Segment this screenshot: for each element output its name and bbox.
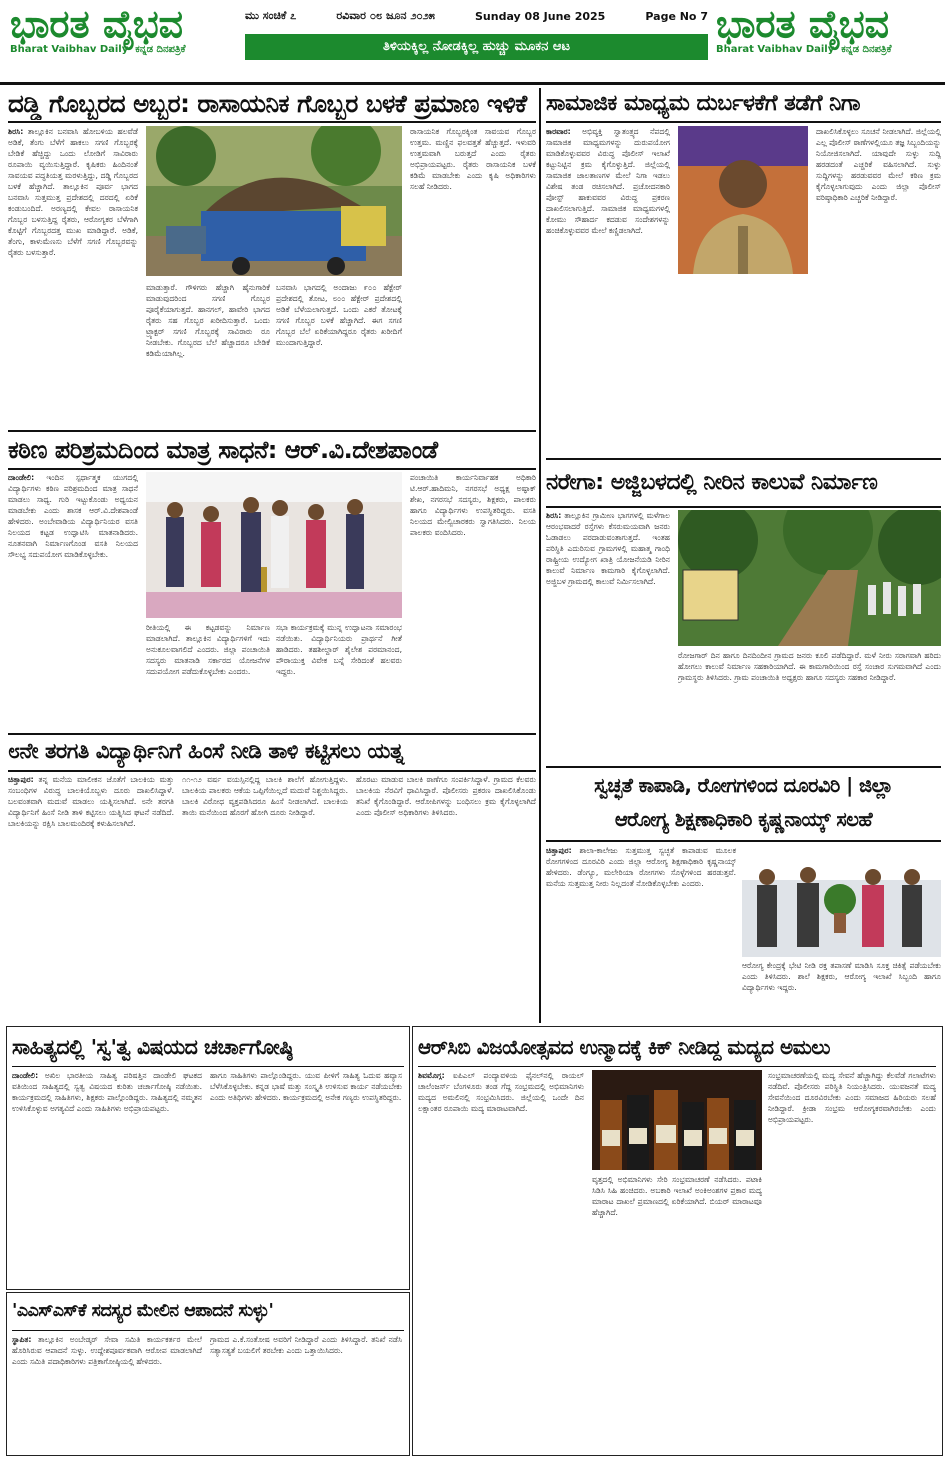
logo-title: ಭಾರತ ವೈಭವ [10, 1, 184, 46]
article-body: ಸಭಾ ಕಾರ್ಯಕ್ರಮಕ್ಕೆ ಮುನ್ನ ಉದ್ಘಾಟನಾ ಸಮಾರಂಭ ನಡೆಯಿತು. ವಿದ್ಯಾರ್ಥಿನಿಯರು ಪ್ರಾರ್ಥನೆ ಗೀತೆ ಹಾಡಿದರು. ತಹಶೀಲ್ದಾರ್ ಶೈಲೇಶ ಪರಮಾನಂದ, ಪೌರಾಯುಕ್ತ ವಿವೇಕ ಬನ್ನೆ ಸೇರಿದಂತೆ ಹಲವರು ಇದ್ದರು. [276, 623, 402, 676]
dateline: ದಾಂಡೇಲಿ: [8, 473, 35, 482]
logo-title: ಭಾರತ ವೈಭವ [716, 1, 890, 46]
article-body: ಶಿವಮೊಗ್ಗ: ಐಪಿಎಲ್ ಪಂದ್ಯಾವಳಿಯ ಫೈನಲ್‌ನಲ್ಲಿ ರಾಯಲ್ ಚಾಲೆಂಜರ್ಸ್ ಬೆಂಗಳೂರು ತಂಡ ಗೆದ್ದ ಸಂಭ್ರಮದಲ್ಲಿ ಅಭಿಮಾನಿಗಳು ಮದ್ಯದ ಅಮಲಿನಲ್ಲಿ ಸಂಭ್ರಮಿಸಿದರು. ಜಿಲ್ಲೆಯಲ್ಲಿ ಒಂದೇ ದಿನ ಲಕ್ಷಾಂತರ ರೂಪಾಯಿ ಮದ್ಯ ಮಾರಾಟವಾಗಿದೆ. [418, 1071, 584, 1113]
article-body: ಚಿತ್ತಾಪುರ: ಶಾಲಾ-ಕಾಲೇಜು ಸುತ್ತಮುತ್ತ ಸ್ವಚ್ಛತೆ ಕಾಪಾಡುವ ಮೂಲಕ ರೋಗಗಳಿಂದ ದೂರವಿರಿ ಎಂದು ಜಿಲ್ಲಾ ಆರೋಗ್ಯ ಶಿಕ್ಷಣಾಧಿಕಾರಿ ಕೃಷ್ಣನಾಯ್ಕ್ ಹೇಳಿದರು. ಡೆಂಗ್ಯೂ, ಮಲೇರಿಯಾ ರೋಗಗಳು ಸೊಳ್ಳೆಗಳಿಂದ ಹರಡುತ್ತವೆ. ಮನೆಯ ಸುತ್ತಮುತ್ತ ನೀರು ನಿಲ್ಲದಂತೆ ನೋಡಿಕೊಳ್ಳಬೇಕು ಎಂದರು. [546, 846, 736, 888]
date-en: Sunday 08 June 2025 [475, 9, 606, 23]
issue-number: ಮು ಸಂಚಿಕೆ ೭ [245, 9, 297, 22]
dateline: ಚಿತ್ತಾಪುರ: [546, 846, 572, 855]
column-divider [539, 88, 541, 1023]
article-headline: ಸಾಮಾಜಿಕ ಮಾಧ್ಯಮ ದುರ್ಬಳಕೆಗೆ ತಡೆಗೆ ನಿಗಾ [546, 91, 861, 116]
liquor-bottles-photo [592, 1070, 762, 1170]
tagline-bar: ತಿಳಿಯಕ್ಕಿಲ್ಲ ನೋಡಕ್ಕಿಲ್ಲ ಹುಚ್ಚು ಮೂಕನ ಆಟ [245, 34, 708, 60]
article-body: ಚಿತ್ತಾಪುರ: ತನ್ನ ಮನೆಯ ಮಾಲೀಕನ ಜೊತೆಗೆ ಬಾಲಕಿಯ ಮತ್ತು ಸಂಬಂಧಿಗಳ ವಿರುದ್ಧ ಬಾಲಕಿಯೊಬ್ಬಳು ದೂರು ದಾಖಲಿಸಿದ್ದಾಳೆ. ಬಲವಂತವಾಗಿ ಮದುವೆ ಮಾಡಲು ಯತ್ನಿಸಲಾಗಿದೆ. ೮ನೇ ತರಗತಿ ವಿದ್ಯಾರ್ಥಿನಿಗೆ ಹಿಂಸೆ ನೀಡಿ ತಾಳಿ ಕಟ್ಟಿಸಲು ಯತ್ನಿಸಿದ ಘಟನೆ ನಡೆದಿದೆ. ಬಾಲಕಿಯನ್ನು ರಕ್ಷಿಸಿ ಬಾಲಮಂದಿರಕ್ಕೆ ಕಳುಹಿಸಲಾಗಿದೆ. [8, 775, 174, 828]
inauguration-photo [146, 472, 402, 618]
article-body: ಸಂಭ್ರಮಾಚರಣೆಯಲ್ಲಿ ಮದ್ಯ ಸೇವನೆ ಹೆಚ್ಚಾಗಿದ್ದು ಕೆಲವೆಡೆ ಗಲಾಟೆಗಳು ನಡೆದಿವೆ. ಪೊಲೀಸರು ಪರಿಸ್ಥಿತಿ ನಿಯಂತ್ರಿಸಿದರು. ಯುವಜನತೆ ಮದ್ಯ ಸೇವನೆಯಿಂದ ದೂರವಿರಬೇಕು ಎಂದು ಸಮಾಜದ ಹಿರಿಯರು ಸಲಹೆ ನೀಡಿದ್ದಾರೆ. ಕ್ರೀಡಾ ಸಂಭ್ರಮ ಆರೋಗ್ಯಕರವಾಗಿರಬೇಕು ಎಂದು ಅಭಿಪ್ರಾಯಪಟ್ಟರು. [768, 1071, 936, 1124]
manure-truck-photo [146, 126, 402, 276]
article-body: ರೀತಿಯಲ್ಲಿ ಈ ಕಟ್ಟಡವನ್ನು ನಿರ್ಮಾಣ ಮಾಡಲಾಗಿದೆ. ತಾಲ್ಲೂಕಿನ ವಿದ್ಯಾರ್ಥಿಗಳಿಗೆ ಇದು ಅನುಕೂಲವಾಗಲಿದೆ ಎಂದರು. ಜಿಲ್ಲಾ ಪಂಚಾಯಿತಿ ಸದಸ್ಯರು ಮಾತನಾಡಿ ಸರ್ಕಾರದ ಯೋಜನೆಗಳ ಸದುಪಯೋಗ ಪಡೆದುಕೊಳ್ಳಬೇಕು ಎಂದರು. [146, 623, 270, 676]
article-body: ಶಿರಸಿ: ತಾಲ್ಲೂಕಿನ ಗ್ರಾಮೀಣ ಭಾಗಗಳಲ್ಲಿ ಮಳೆಗಾಲ ಆರಂಭವಾದರೆ ರಸ್ತೆಗಳು ಕೆಸರುಮಯವಾಗಿ ಜನರು ಓಡಾಡಲು ಪರದಾಡುವಂತಾಗುತ್ತದೆ. ಇಂತಹ ಪರಿಸ್ಥಿತಿ ಎದುರಿಸುವ ಗ್ರಾಮಗಳಲ್ಲಿ ಮಹಾತ್ಮ ಗಾಂಧಿ ರಾಷ್ಟ್ರೀಯ ಉದ್ಯೋಗ ಖಾತ್ರಿ ಯೋಜನೆಯಡಿ ನೀರಿನ ಕಾಲುವೆ ನಿರ್ಮಾಣ ಕಾಮಗಾರಿ ಕೈಗೊಳ್ಳಲಾಗಿದೆ. ಅಜ್ಜಿಬಳ ಗ್ರಾಮದಲ್ಲಿ ಕಾಲುವೆ ನಿರ್ಮಿಸಲಾಗಿದೆ. [546, 511, 670, 586]
article-body: ದಾಖಲಿಸಿಕೊಳ್ಳಲು ಸೂಚನೆ ನೀಡಲಾಗಿದೆ. ಜಿಲ್ಲೆಯಲ್ಲಿ ಎಲ್ಲ ಪೊಲೀಸ್ ಠಾಣೆಗಳಲ್ಲಿಯೂ ತಜ್ಞ ಸಿಬ್ಬಂದಿಯನ್ನು ನಿಯೋಜಿಸಲಾಗಿದೆ. ಯಾವುದೇ ಸುಳ್ಳು ಸುದ್ದಿ ಹರಡದಂತೆ ಎಚ್ಚರಿಕೆ ವಹಿಸಲಾಗಿದೆ. ಸುಳ್ಳು ಸುದ್ದಿಗಳನ್ನು ಹರಡುವವರ ಮೇಲೆ ಕಠಿಣ ಕ್ರಮ ಕೈಗೊಳ್ಳಲಾಗುವುದು ಎಂದು ಜಿಲ್ಲಾ ಪೊಲೀಸ್ ವರಿಷ್ಠಾಧಿಕಾರಿ ಎಚ್ಚರಿಕೆ ನೀಡಿದ್ದಾರೆ. [816, 127, 941, 202]
article-body: ವೃತ್ತದಲ್ಲಿ ಅಭಿಮಾನಿಗಳು ಸೇರಿ ಸಂಭ್ರಮಾಚರಣೆ ನಡೆಸಿದರು. ಪಟಾಕಿ ಸಿಡಿಸಿ ಸಿಹಿ ಹಂಚಿದರು. ಅಬಕಾರಿ ಇಲಾಖೆ ಅಂಕಿಅಂಶಗಳ ಪ್ರಕಾರ ಮದ್ಯ ಮಾರಾಟ ದಾಖಲೆ ಪ್ರಮಾಣದಲ್ಲಿ ಏರಿಕೆಯಾಗಿದೆ. ಬಿಯರ್ ಮಾರಾಟವೂ ಹೆಚ್ಚಾಗಿದೆ. [592, 1175, 762, 1217]
article-body: ದಾಂಡೇಲಿ: ಇಂದಿನ ಸ್ಪರ್ಧಾತ್ಮಕ ಯುಗದಲ್ಲಿ ವಿದ್ಯಾರ್ಥಿಗಳು ಕಠಿಣ ಪರಿಶ್ರಮದಿಂದ ಮಾತ್ರ ಸಾಧನೆ ಮಾಡಲು ಸಾಧ್ಯ. ಗುರಿ ಇಟ್ಟುಕೊಂಡು ಅಧ್ಯಯನ ಮಾಡಬೇಕು ಎಂದು ಶಾಸಕ ಆರ್.ವಿ.ದೇಶಪಾಂಡೆ ಹೇಳಿದರು. ಅಂಬೇವಾಡಿಯ ವಿದ್ಯಾರ್ಥಿನಿಯರ ವಸತಿ ನಿಲಯದ ಕಟ್ಟಡ ಉದ್ಘಾಟಿಸಿ ಮಾತನಾಡಿದರು. ನೂತನವಾಗಿ ನಿರ್ಮಾಣಗೊಂಡ ವಸತಿ ನಿಲಯದ ಸೌಲಭ್ಯ ಸದುಪಯೋಗ ಮಾಡಿಕೊಳ್ಳಬೇಕು. [8, 473, 138, 559]
dateline: ಶಿರಸಿ: [546, 511, 562, 520]
masthead-logo-right [716, 2, 941, 55]
date-kn: ರವಿವಾರ ೦೮ ಜೂನ ೨೦೨೫ [336, 9, 435, 22]
article-body: ರಾಸಾಯನಿಕ ಗೊಬ್ಬರಕ್ಕಿಂತ ಸಾವಯವ ಗೊಬ್ಬರ ಉತ್ತಮ. ಮಣ್ಣಿನ ಫಲವತ್ತತೆ ಹೆಚ್ಚುತ್ತದೆ. ಇಳುವರಿ ಉತ್ತಮವಾಗಿ ಬರುತ್ತದೆ ಎಂದು ರೈತರು ಅಭಿಪ್ರಾಯಪಟ್ಟರು. ರೈತರು ರಾಸಾಯನಿಕ ಬಳಕೆ ಕಡಿಮೆ ಮಾಡಬೇಕು ಎಂದು ಕೃಷಿ ಅಧಿಕಾರಿಗಳು ಸಲಹೆ ನೀಡಿದರು. [410, 127, 536, 191]
article-headline: ಕಠಿಣ ಪರಿಶ್ರಮದಿಂದ ಮಾತ್ರ ಸಾಧನೆ: ಆರ್.ವಿ.ದೇಶಪಾಂಡೆ [8, 436, 438, 464]
health-event-photo [742, 845, 941, 957]
article-body: ೧೧-೧೨ ವರ್ಷ ವಯಸ್ಸಿನಲ್ಲಿದ್ದ ಬಾಲಕಿ ಶಾಲೆಗೆ ಹೋಗುತ್ತಿದ್ದಳು. ಬಾಲಕಿಯ ಪಾಲಕರು ಆಕೆಯ ಒಪ್ಪಿಗೆಯಿಲ್ಲದೆ ಮದುವೆ ನಿಶ್ಚಯಿಸಿದ್ದರು. ಬಾಲಕಿ ವಿರೋಧ ವ್ಯಕ್ತಪಡಿಸಿದರೂ ಹಿಂಸೆ ನೀಡಲಾಗಿದೆ. ಬಾಲಕಿಯ ತಾಯಿ ಮನೆಯಿಂದ ಹೊರಗೆ ಹೋಗಿ ದೂರು ನೀಡಿದ್ದಾರೆ. [182, 775, 348, 817]
dateline: ದಾಂಡೇಲಿ: [12, 1071, 39, 1080]
masthead-logo-left [10, 2, 240, 55]
article-headline: ಸಾಹಿತ್ಯದಲ್ಲಿ 'ಸ್ವ'ತ್ವ ವಿಷಯದ ಚರ್ಚಾಗೋಷ್ಠಿ [12, 1035, 293, 1059]
dateline: ಶಿರಸಿ: [8, 127, 24, 136]
logo-tag: ಕನ್ನಡ ದಿನಪತ್ರಿಕೆ [841, 44, 892, 55]
logo-en: Bharat Vaibhav Daily [716, 44, 835, 55]
article-body: ರೋಜಗಾರ್ ದಿನ ಹಾಗೂ ದಿನದಿಂದೀನ ಗ್ರಾಮದ ಜನರು ಕೂಲಿ ಪಡೆದಿದ್ದಾರೆ. ಮಳೆ ನೀರು ಸರಾಗವಾಗಿ ಹರಿದು ಹೋಗಲು ಕಾಲುವೆ ನಿರ್ಮಾಣ ಸಹಕಾರಿಯಾಗಿದೆ. ಈ ಕಾಮಗಾರಿಯಿಂದ ರಸ್ತೆ ಸಂಚಾರ ಸುಗಮವಾಗಿದೆ ಎಂದು ಗ್ರಾಮಸ್ಥರು ತಿಳಿಸಿದರು. ಗ್ರಾಮ ಪಂಚಾಯಿತಿ ಅಧ್ಯಕ್ಷರು ಹಾಗೂ ಸದಸ್ಯರು ಸಹಕಾರ ನೀಡಿದ್ದಾರೆ. [678, 651, 941, 682]
article-body: ಆರೋಗ್ಯ ಕೇಂದ್ರಕ್ಕೆ ಭೇಟಿ ನೀಡಿ ರಕ್ತ ತಪಾಸಣೆ ಮಾಡಿಸಿ ಸೂಕ್ತ ಚಿಕಿತ್ಸೆ ಪಡೆಯಬೇಕು ಎಂದು ತಿಳಿಸಿದರು. ಶಾಲೆ ಶಿಕ್ಷಕರು, ಆರೋಗ್ಯ ಇಲಾಖೆ ಸಿಬ್ಬಂದಿ ಹಾಗೂ ವಿದ್ಯಾರ್ಥಿಗಳು ಇದ್ದರು. [742, 961, 941, 992]
logo-en: Bharat Vaibhav Daily [10, 44, 129, 55]
police-officer-photo [678, 126, 808, 274]
article-body: ಸ್ಥಾಪಿತ: ತಾಲ್ಲೂಕಿನ ಅಂಬೇಡ್ಕರ್ ಸೇವಾ ಸಮಿತಿ ಕಾರ್ಯಕರ್ತರ ಮೇಲೆ ಹೊರಿಸಿರುವ ಆಪಾದನೆ ಸುಳ್ಳು. ಉದ್ದೇಶಪೂರ್ವಕವಾಗಿ ಆರೋಪ ಮಾಡಲಾಗಿದೆ ಎಂದು ಸಮಿತಿ ಪದಾಧಿಕಾರಿಗಳು ಪತ್ರಿಕಾಗೋಷ್ಠಿಯಲ್ಲಿ ಹೇಳಿದರು. [12, 1335, 202, 1366]
article-headline: ಆರ್‌ಸಿಬಿ ವಿಜಯೋತ್ಸವದ ಉನ್ಮಾದಕ್ಕೆ ಕಿಕ್ ನೀಡಿದ್ದ ಮದ್ಯದ ಅಮಲು [418, 1035, 831, 1059]
masthead-rule [0, 82, 945, 85]
dateline: ಚಿತ್ತಾಪುರ: [8, 775, 34, 784]
dateline: ಶಿವಮೊಗ್ಗ: [418, 1071, 445, 1080]
article-body: ಬನವಾಸಿ ಭಾಗದಲ್ಲಿ ಅಂದಾಜು ೯೦೦ ಹೆಕ್ಟೇರ್ ಪ್ರದೇಶದಲ್ಲಿ ತೋಟ, ೮೦೦ ಹೆಕ್ಟೇರ್‌ ಪ್ರದೇಶದಲ್ಲಿ ಅಡಿಕೆ ಬೆಳೆಯಲಾಗುತ್ತದೆ. ಒಂದು ಎಕರೆ ತೋಟಕ್ಕೆ ಸಗಣಿ ಗೊಬ್ಬರ ಬಳಕೆ ಹೆಚ್ಚಾಗಿದೆ. ಈಗ ಸಗಣಿ ಗೊಬ್ಬರ ಬೆಲೆ ಏರಿಕೆಯಾಗಿದ್ದರೂ ರೈತರು ಖರೀದಿಗೆ ಮುಂದಾಗುತ್ತಿದ್ದಾರೆ. [276, 283, 402, 347]
article-body: ಮಾಡುತ್ತಾರೆ. ಗೌಳಿಗರು ಹೆಚ್ಚಾಗಿ ಹೈನುಗಾರಿಕೆ ಮಾಡುವುದರಿಂದ ಸಗಣಿ ಗೊಬ್ಬರ ಪೂರೈಕೆಯಾಗುತ್ತದೆ. ಹಾನಗಲ್, ಹಾವೇರಿ ಭಾಗದ ರೈತರು ಸಹ ಗೊಬ್ಬರ ಖರೀದಿಸುತ್ತಾರೆ. ಒಂದು ಟ್ರ್ಯಾಕ್ಟರ್ ಸಗಣಿ ಗೊಬ್ಬರಕ್ಕೆ ಸಾವಿರಾರು ರೂ ನೀಡಬೇಕು. ಗೊಬ್ಬರದ ಬೆಲೆ ಹೆಚ್ಚಾದರೂ ಬೇಡಿಕೆ ಕಡಿಮೆಯಾಗಿಲ್ಲ. [146, 283, 270, 358]
article-body: ಗ್ರಾಮದ ಎ.ಕೆ.ಸಂತೋಷ ಅವರಿಗೆ ನೀಡಿದ್ದಾರೆ ಎಂದು ತಿಳಿಸಿದ್ದಾರೆ. ತನಿಖೆ ನಡೆಸಿ ಸತ್ಯಾಸತ್ಯತೆ ಬಯಲಿಗೆ ತರಬೇಕು ಎಂದು ಒತ್ತಾಯಿಸಿದರು. [210, 1335, 402, 1355]
article-body: ಕಾರವಾರ: ಅಭಿವ್ಯಕ್ತಿ ಸ್ವಾತಂತ್ರ್ಯದ ನೆಪದಲ್ಲಿ ಸಾಮಾಜಿಕ ಮಾಧ್ಯಮಗಳನ್ನು ದುರುಪಯೋಗ ಮಾಡಿಕೊಳ್ಳುವವರ ವಿರುದ್ಧ ಪೊಲೀಸ್ ಇಲಾಖೆ ಕಟ್ಟುನಿಟ್ಟಿನ ಕ್ರಮ ಕೈಗೊಳ್ಳುತ್ತಿದೆ. ಜಿಲ್ಲೆಯಲ್ಲಿ ಸಾಮಾಜಿಕ ಜಾಲತಾಣಗಳ ಮೇಲೆ ನಿಗಾ ಇಡಲು ವಿಶೇಷ ತಂಡ ರಚಿಸಲಾಗಿದೆ. ಪ್ರಚೋದನಕಾರಿ ಪೋಸ್ಟ್ ಹಾಕುವವರ ವಿರುದ್ಧ ಪ್ರಕರಣ ದಾಖಲಿಸಲಾಗುತ್ತಿದೆ. ಸಾಮಾಜಿಕ ಮಾಧ್ಯಮಗಳಲ್ಲಿ ಕೋಮು ಸೌಹಾರ್ದ ಕದಡುವ ಸಂದೇಶಗಳನ್ನು ಹಂಚಿಕೊಳ್ಳುವವರ ಮೇಲೆ ಕಣ್ಣಿಡಲಾಗಿದೆ. [546, 127, 670, 235]
issue-bar [245, 4, 708, 28]
article-headline-line2: ಆರೋಗ್ಯ ಶಿಕ್ಷಣಾಧಿಕಾರಿ ಕೃಷ್ಣನಾಯ್ಕ್ ಸಲಹೆ [614, 808, 873, 831]
logo-tag: ಕನ್ನಡ ದಿನಪತ್ರಿಕೆ [135, 44, 186, 55]
canal-work-photo [678, 510, 941, 646]
article-headline: ನರೇಗಾ: ಅಜ್ಜಿಬಳದಲ್ಲಿ ನೀರಿನ ಕಾಲುವೆ ನಿರ್ಮಾಣ [546, 470, 878, 495]
page-number: Page No 7 [645, 9, 708, 23]
article-body: ದಾಂಡೇಲಿ: ಅಖಿಲ ಭಾರತೀಯ ಸಾಹಿತ್ಯ ಪರಿಷತ್ತಿನ ದಾಂಡೇಲಿ ಘಟಕದ ವತಿಯಿಂದ ಸಾಹಿತ್ಯದಲ್ಲಿ ಸ್ವತ್ವ ವಿಷಯದ ಕುರಿತು ಚರ್ಚಾಗೋಷ್ಠಿ ನಡೆಯಿತು. ಕಾರ್ಯಕ್ರಮದಲ್ಲಿ ಸಾಹಿತಿಗಳು, ಶಿಕ್ಷಕರು ಪಾಲ್ಗೊಂಡಿದ್ದರು. ಸಾಹಿತ್ಯದಲ್ಲಿ ನಮ್ಮತನ ಉಳಿಸಿಕೊಳ್ಳುವ ಅಗತ್ಯವಿದೆ ಎಂದು ಸಾಹಿತಿಗಳು ಅಭಿಪ್ರಾಯಪಟ್ಟರು. [12, 1071, 202, 1113]
article-headline: ೮ನೇ ತರಗತಿ ವಿದ್ಯಾರ್ಥಿನಿಗೆ ಹಿಂಸೆ ನೀಡಿ ತಾಳಿ ಕಟ್ಟಿಸಲು ಯತ್ನ [8, 739, 404, 764]
article-body: ಹೊರಟು ಮಾಡುವ ಬಾಲಕಿ ಠಾಣೆಗೂ ಸಂಪರ್ಕಿಸಿದ್ದಾಳೆ. ಗ್ರಾಮದ ಕೆಲವರು ಬಾಲಕಿಯ ನೆರವಿಗೆ ಧಾವಿಸಿದ್ದಾರೆ. ಪೊಲೀಸರು ಪ್ರಕರಣ ದಾಖಲಿಸಿಕೊಂಡು ತನಿಖೆ ಕೈಗೊಂಡಿದ್ದಾರೆ. ಆರೋಪಿಗಳನ್ನು ಬಂಧಿಸಲು ಕ್ರಮ ಕೈಗೊಳ್ಳಲಾಗಿದೆ ಎಂದು ಪೊಲೀಸ್ ಅಧಿಕಾರಿಗಳು ತಿಳಿಸಿದರು. [356, 775, 536, 817]
article-body: ಹಾಗೂ ಸಾಹಿತಿಗಳು ಪಾಲ್ಗೊಂಡಿದ್ದರು. ಯುವ ಪೀಳಿಗೆ ಸಾಹಿತ್ಯ ಓದುವ ಹವ್ಯಾಸ ಬೆಳೆಸಿಕೊಳ್ಳಬೇಕು. ಕನ್ನಡ ಭಾಷೆ ಮತ್ತು ಸಂಸ್ಕೃತಿ ಉಳಿಸುವ ಕಾರ್ಯ ನಡೆಯಬೇಕು ಎಂದು ಅತಿಥಿಗಳು ಹೇಳಿದರು. ಕಾರ್ಯಕ್ರಮದಲ್ಲಿ ಅನೇಕ ಗಣ್ಯರು ಉಪಸ್ಥಿತರಿದ್ದರು. [210, 1071, 402, 1102]
article-body: ಪಂಚಾಯಿತಿ ಕಾರ್ಯನಿರ್ವಾಹಕ ಅಧಿಕಾರಿ ಟಿ.ಆರ್.ಹಾದಿಮನಿ, ನಗರಸಭೆ ಅಧ್ಯಕ್ಷ ಅಷ್ಫಾಕ್ ಶೇಖ, ನಗರಸಭೆ ಸದಸ್ಯರು, ಶಿಕ್ಷಕರು, ಪಾಲಕರು ಹಾಗೂ ವಿದ್ಯಾರ್ಥಿಗಳು ಉಪಸ್ಥಿತರಿದ್ದರು. ವಸತಿ ನಿಲಯದ ಮೇಲ್ವಿಚಾರಕರು ಸ್ವಾಗತಿಸಿದರು. ನಿಲಯ ಪಾಲಕರು ವಂದಿಸಿದರು. [410, 473, 536, 537]
article-body: ಶಿರಸಿ: ತಾಲ್ಲೂಕಿನ ಬನವಾಸಿ ಹೋಬಳಿಯ ಹಲವೆಡೆ ಅಡಿಕೆ, ತೆಂಗು ಬೆಳೆಗೆ ಹಾಕಲು ಸಗಣಿ ಗೊಬ್ಬರಕ್ಕೆ ಬೇಡಿಕೆ ಹೆಚ್ಚಿದ್ದು ಒಂದು ಲೋಡಿಗೆ ಸಾವಿರಾರು ರೂಪಾಯಿ ವ್ಯಯಿಸುತ್ತಿದ್ದಾರೆ. ಕೃಷಿಕರು ಹಿಂದಿನಂತೆ ಸಾವಯವ ಪದ್ಧತಿಯತ್ತ ಮರಳುತ್ತಿದ್ದು, ದಡ್ಡಿ ಗೊಬ್ಬರದ ಬಳಕೆ ಹೆಚ್ಚಾಗಿದೆ. ತಾಲ್ಲೂಕಿನ ಪೂರ್ವ ಭಾಗದ ಬನವಾಸಿ ಸುತ್ತಮುತ್ತ ಪ್ರದೇಶದಲ್ಲಿ ದರದಲ್ಲಿ ಏರಿಕೆ ಕಂಡುಬಂದಿದೆ. ಅರಣ್ಯದಲ್ಲಿ ಕೇವಲ ರಾಸಾಯನಿಕ ಗೊಬ್ಬರ ಬಳಸುತ್ತಿದ್ದ ರೈತರು, ಆರೋಗ್ಯಕರ ಬೆಳೆಗಾಗಿ ಕೊಟ್ಟಿಗೆ ಗೊಬ್ಬರದತ್ತ ಮುಖ ಮಾಡಿದ್ದಾರೆ. ಅಡಿಕೆ, ತೆಂಗು, ಕಾಳುಮೆಣಸು ಬೆಳೆಗೆ ಸಗಣಿ ಗೊಬ್ಬರವನ್ನು ರೈತರು ಬಳಸುತ್ತಾರೆ. [8, 127, 138, 257]
article-headline: 'ಎಎಸ್‌ಎಸ್‌ಕೆ ಸದಸ್ಯರ ಮೇಲಿನ ಆಪಾದನೆ ಸುಳ್ಳು' [12, 1301, 274, 1321]
article-headline-line1: ಸ್ವಚ್ಛತೆ ಕಾಪಾಡಿ, ರೋಗಗಳಿಂದ ದೂರವಿರಿ | ಜಿಲ್ಲಾ [594, 774, 893, 797]
dateline: ಸ್ಥಾಪಿತ: [12, 1335, 32, 1344]
article-headline: ದಡ್ಡಿ ಗೊಬ್ಬರದ ಅಬ್ಬರ: ರಾಸಾಯನಿಕ ಗೊಬ್ಬರ ಬಳಕೆ ಪ್ರಮಾಣ ಇಳಿಕೆ [8, 89, 527, 118]
dateline: ಕಾರವಾರ: [546, 127, 571, 136]
